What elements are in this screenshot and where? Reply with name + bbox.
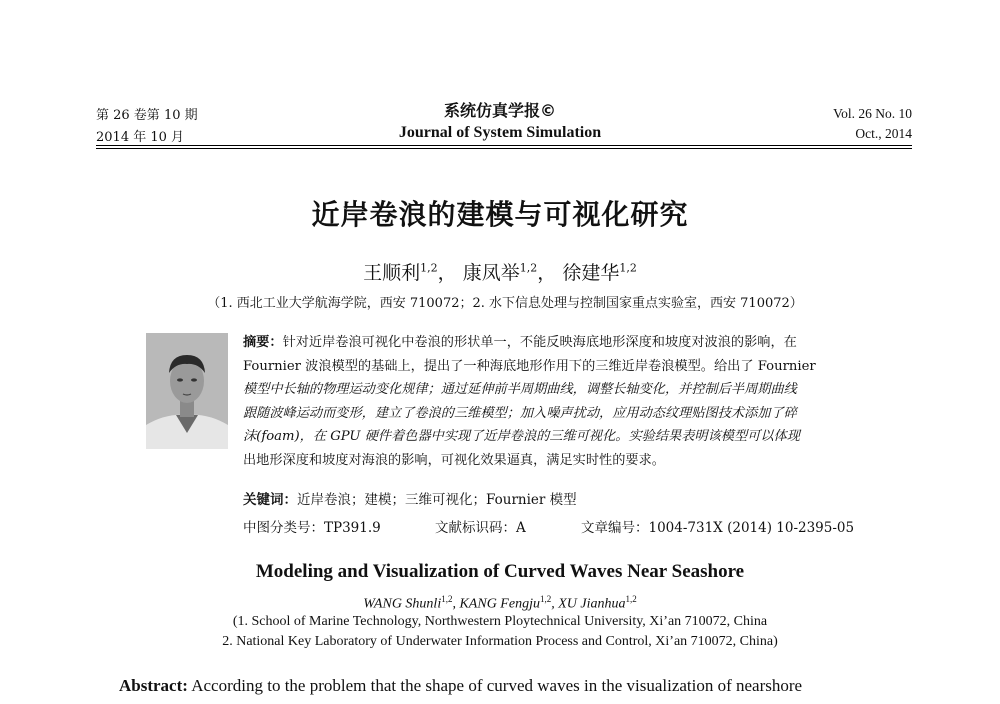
author-separator: ,: [551, 596, 559, 612]
keywords-cn-text: 近岸卷浪；建模；三维可视化；Fournier 模型: [297, 492, 577, 508]
author-cn: 徐建华: [562, 262, 620, 284]
authors-en: [200, 594, 800, 613]
author-affil-sup: 1,2: [519, 261, 538, 275]
authors-cn: [200, 258, 800, 285]
journal-name-en: Journal of System Simulation: [398, 124, 602, 141]
abstract-cn-line: 跟随波峰运动而变形，建立了卷浪的三维模型；加入噪声扰动，应用动态纹理贴图技术添加了碎: [243, 405, 797, 421]
journal-name-cn: 系统仿真学报©: [443, 101, 556, 120]
author-affil-sup: 1,2: [539, 594, 552, 604]
affiliation-en-line-1: (1. School of Marine Technology, Northwestern Ploytechnical University, Xi’an 710072, China: [232, 614, 768, 629]
abstract-cn-line: 出地形深度和坡度对海浪的影响，可视化效果逼真，满足实时性的要求。: [243, 452, 665, 468]
author-cn: 康凤举: [462, 262, 520, 284]
abstract-en-label: Abstract:: [119, 676, 188, 695]
author-en: XU Jianhua: [558, 596, 626, 612]
issue-cn: 第 26 卷第 10 期: [96, 108, 198, 123]
header-rule-top: [96, 145, 912, 146]
author-en: WANG Shunli: [363, 596, 442, 612]
article-number: 文章编号：1004-731X (2014) 10-2395-05: [581, 520, 855, 536]
header-rule-bottom: [96, 148, 912, 149]
volume-en: Vol. 26 No. 10: [833, 106, 912, 121]
date-cn: 2014 年 10 月: [96, 130, 185, 145]
abstract-cn-line: Fournier 波浪模型的基础上，提出了一种海底地形作用下的三维近岸卷浪模型。给出了 Fournier: [243, 358, 816, 374]
keywords-cn-label: 关键词：: [243, 492, 297, 508]
abstract-cn-label: 摘要：: [243, 335, 283, 350]
author-en: KANG Fengju: [459, 596, 540, 612]
author-cn: 王顺利: [363, 262, 421, 284]
affiliation-en-line-2: 2. National Key Laboratory of Underwater Information Process and Control, Xi’an 710072, China): [222, 634, 778, 649]
abstract-cn-line: 沫(foam)，在 GPU 硬件着色器中实现了近岸卷浪的三维可视化。实验结果表明该模型可以体现: [243, 429, 800, 445]
author-affil-sup: 1,2: [619, 261, 637, 275]
abstract-en-text: According to the problem that the shape of curved waves in the visualization of nearshore: [191, 676, 803, 695]
clc-number: 中图分类号：TP391.9: [243, 520, 381, 536]
author-separator: ，: [537, 262, 557, 284]
author-affil-sup: 1,2: [420, 261, 438, 275]
date-en: Oct., 2014: [855, 126, 912, 141]
abstract-en: [119, 676, 899, 696]
affiliation-cn: （1. 西北工业大学航海学院，西安 710072；2. 水下信息处理与控制国家重点实验室，西安 710072）: [207, 296, 803, 311]
abstract-cn-line: 摘要：针对近岸卷浪可视化中卷浪的形状单一，不能反映海底地形深度和坡度对波浪的影响，在: [243, 335, 797, 350]
document-code: 文献标识码：A: [435, 520, 526, 536]
portrait-image: [146, 333, 228, 449]
paper-title-en: Modeling and Visualization of Curved Waves Near Seashore: [255, 561, 745, 582]
author-affil-sup: 1,2: [441, 594, 453, 604]
author-photo: [146, 333, 228, 449]
abstract-cn: [243, 331, 893, 473]
paper-title-cn: 近岸卷浪的建模与可视化研究: [311, 198, 689, 231]
author-affil-sup: 1,2: [625, 594, 637, 604]
author-separator: ，: [437, 262, 457, 284]
author-separator: ,: [452, 596, 460, 612]
keywords-cn: [243, 488, 577, 508]
abstract-cn-line: 模型中长轴的物理运动变化规律；通过延伸前半周期曲线，调整长轴变化，并控制后半周期曲线: [243, 382, 797, 398]
